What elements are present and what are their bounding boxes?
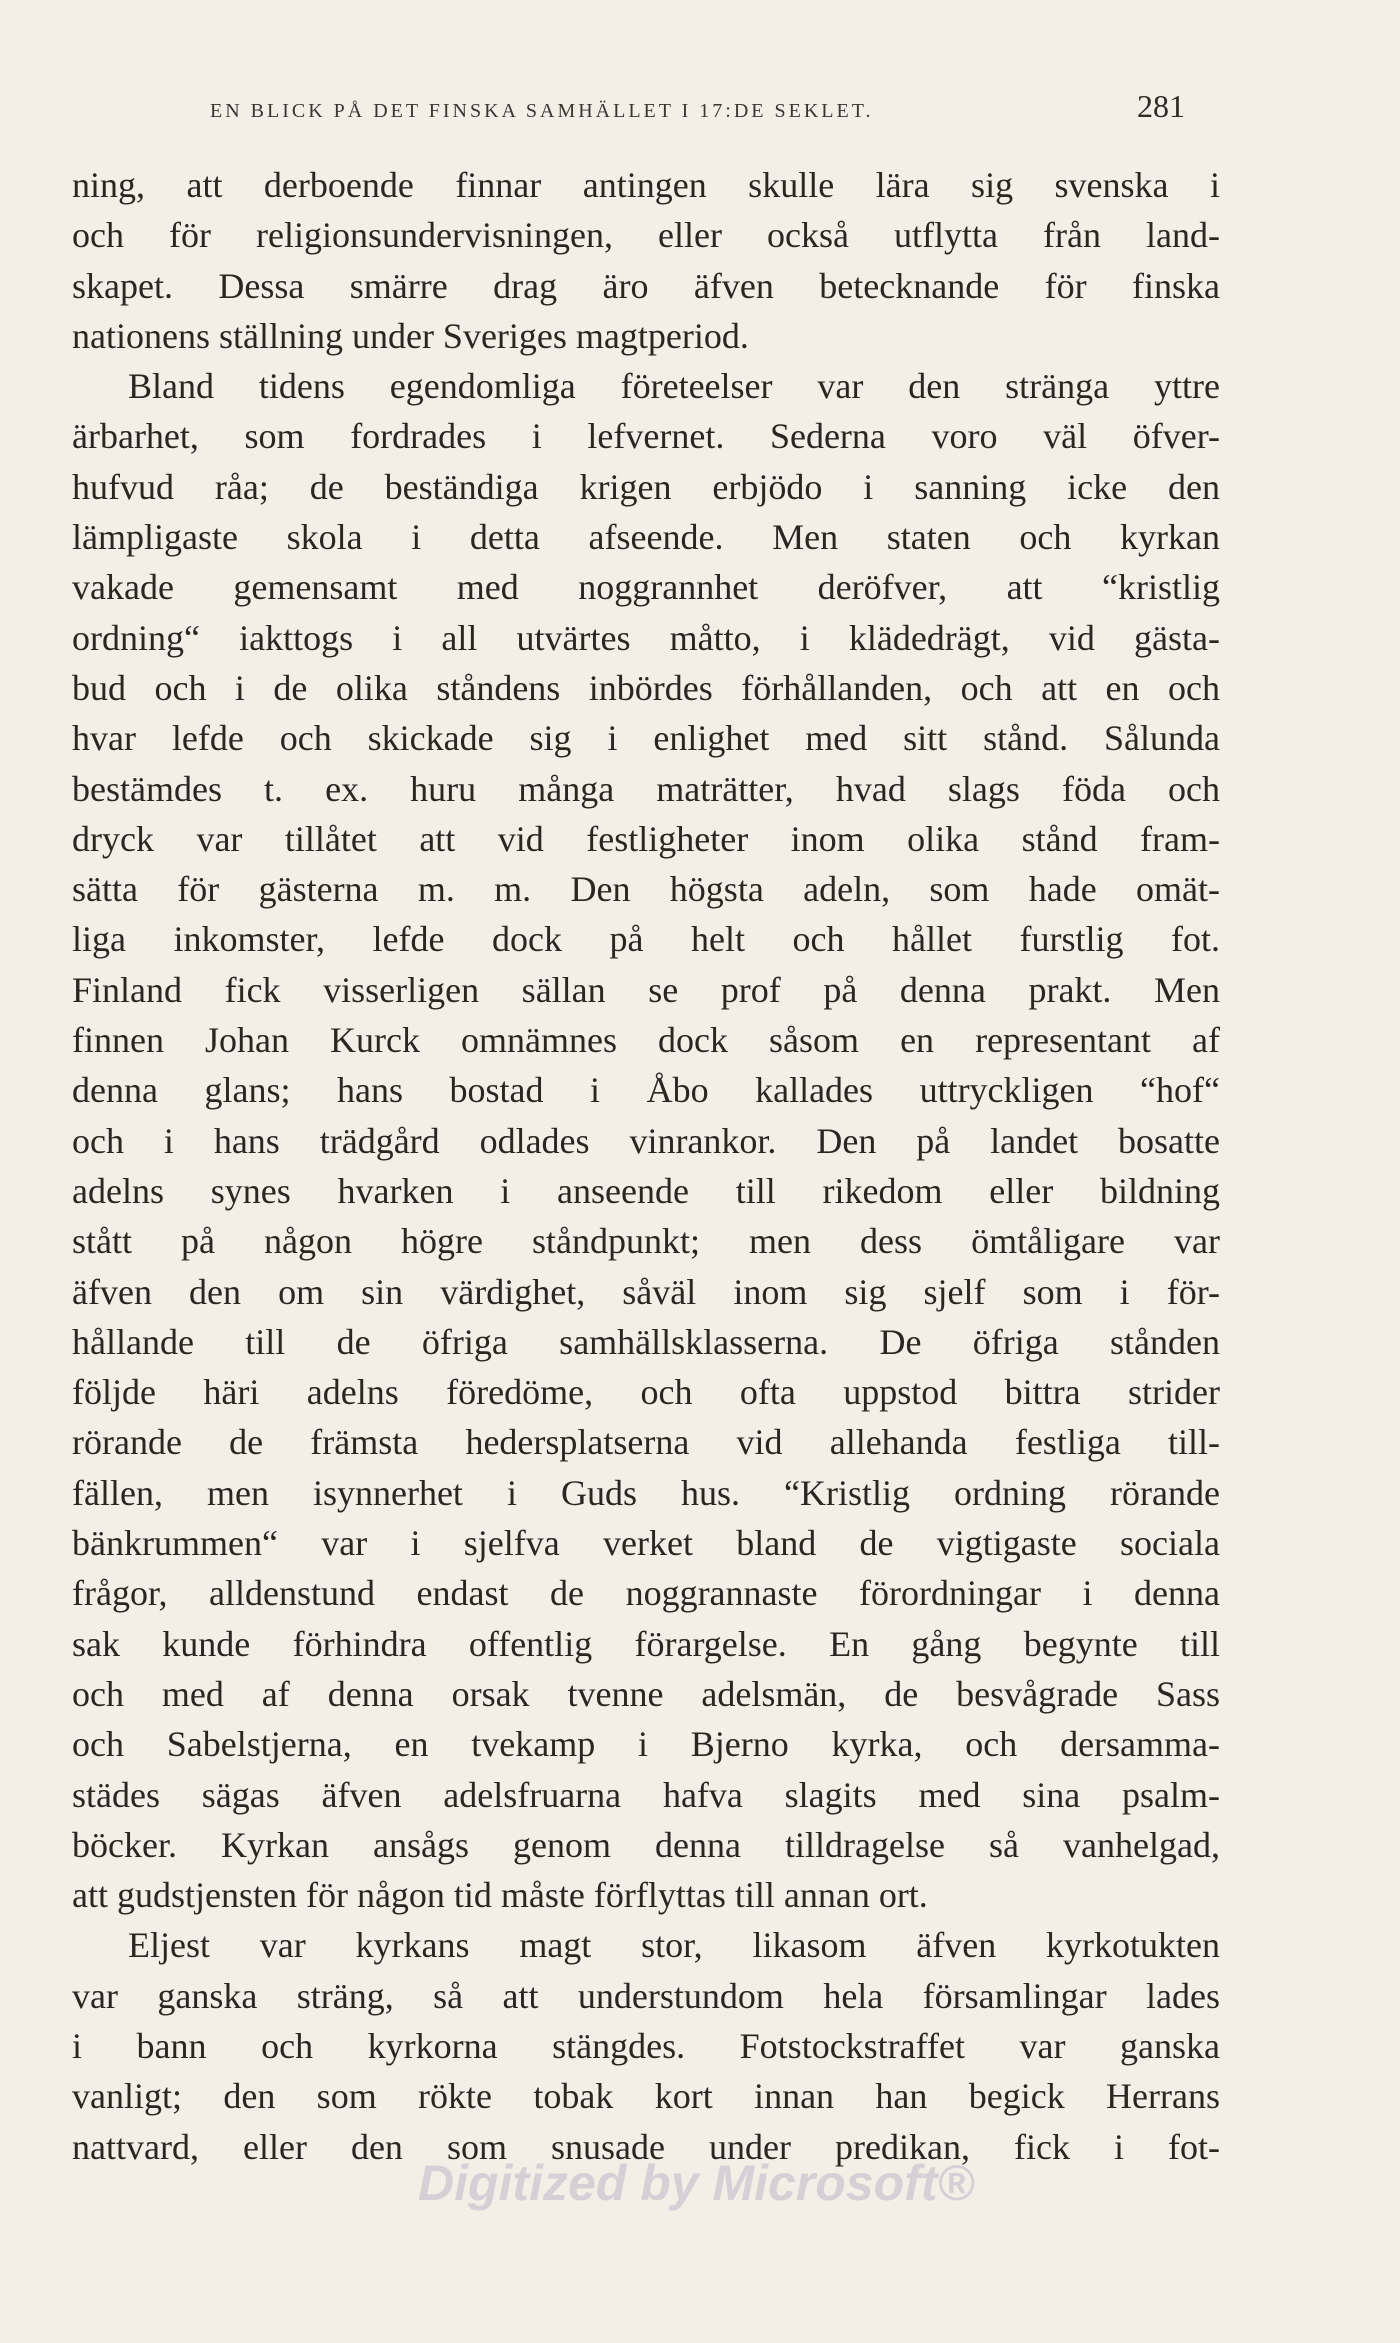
text-line: skapet. Dessa smärre drag äro äfven betecknande för finska: [72, 265, 1220, 306]
text-line: var ganska sträng, så att understundom hela församlingar lades: [72, 1975, 1220, 2016]
text-line: nattvard, eller den som snusade under predikan, fick i fot-: [72, 2126, 1220, 2167]
text-line: städes sägas äfven adelsfruarna hafva slagits med sina psalm-: [72, 1774, 1220, 1815]
text-line: hållande till de öfriga samhällsklasserna. De öfriga stånden: [72, 1321, 1220, 1362]
text-line: att gudstjensten för någon tid måste förflyttas till annan ort.: [72, 1875, 928, 1916]
running-head: [210, 88, 1185, 128]
text-line: böcker. Kyrkan ansågs genom denna tilldragelse så vanhelgad,: [72, 1824, 1220, 1865]
text-line: sak kunde förhindra offentlig förargelse. En gång begynte till: [72, 1623, 1220, 1664]
text-line: dryck var tillåtet att vid festligheter inom olika stånd fram-: [72, 818, 1220, 859]
text-line: bud och i de olika ståndens inbördes förhållanden, och att en och: [72, 667, 1220, 708]
text-line: frågor, alldenstund endast de noggrannaste förordningar i denna: [72, 1573, 1220, 1614]
text-line: lämpligaste skola i detta afseende. Men staten och kyrkan: [72, 517, 1220, 558]
text-line: Finland fick visserligen sällan se prof på denna prakt. Men: [72, 969, 1220, 1010]
text-line: denna glans; hans bostad i Åbo kallades uttryckligen “hof“: [72, 1070, 1220, 1111]
text-line: liga inkomster, lefde dock på helt och hållet furstlig fot.: [72, 919, 1220, 960]
text-line: Bland tidens egendomliga företeelser var den stränga yttre: [128, 366, 1220, 407]
text-line: ordning“ iakttogs i all utvärtes måtto, i klädedrägt, vid gästa-: [72, 617, 1220, 658]
text-line: ärbarhet, som fordrades i lefvernet. Sederna voro väl öfver-: [72, 416, 1220, 457]
text-line: nationens ställning under Sveriges magtperiod.: [72, 315, 749, 356]
text-line: och för religionsundervisningen, eller också utflytta från land-: [72, 215, 1220, 256]
text-line: finnen Johan Kurck omnämnes dock såsom en representant af: [72, 1020, 1220, 1061]
text-line: och med af denna orsak tvenne adelsmän, de besvågrade Sass: [72, 1673, 1220, 1714]
text-line: ning, att derboende finnar antingen skulle lära sig svenska i: [72, 165, 1220, 205]
text-line: hvar lefde och skickade sig i enlighet med sitt stånd. Sålunda: [72, 718, 1220, 759]
text-line: vakade gemensamt med noggrannhet deröfver, att “kristlig: [72, 567, 1220, 608]
text-line: sätta för gästerna m. m. Den högsta adeln, som hade omät-: [72, 869, 1220, 910]
text-line: och Sabelstjerna, en tvekamp i Bjerno kyrka, och dersamma-: [72, 1724, 1220, 1765]
text-line: bestämdes t. ex. huru många maträtter, hvad slags föda och: [72, 768, 1220, 809]
text-line: hufvud råa; de beständiga krigen erbjödo i sanning icke den: [72, 466, 1220, 507]
text-line: stått på någon högre ståndpunkt; men dess ömtåligare var: [72, 1221, 1220, 1262]
text-line: vanligt; den som rökte tobak kort innan han begick Herrans: [72, 2076, 1220, 2117]
digitization-watermark: Digitized by Microsoft®: [418, 2155, 975, 2211]
text-line: fällen, men isynnerhet i Guds hus. “Kristlig ordning rörande: [72, 1472, 1220, 1513]
text-line: adelns synes hvarken i anseende till rikedom eller bildning: [72, 1170, 1220, 1211]
text-line: äfven den om sin värdighet, såväl inom sig sjelf som i för-: [72, 1271, 1220, 1312]
body-text: [72, 160, 1220, 2172]
text-line: rörande de främsta hedersplatserna vid allehanda festliga till-: [72, 1422, 1220, 1463]
text-line: följde häri adelns föredöme, och ofta uppstod bittra strider: [72, 1372, 1220, 1413]
running-title: EN BLICK PÅ DET FINSKA SAMHÄLLET I 17:DE SEKLET.: [210, 100, 874, 122]
page-number: 281: [1137, 88, 1185, 124]
text-line: bänkrummen“ var i sjelfva verket bland de vigtigaste sociala: [72, 1523, 1220, 1564]
text-line: Eljest var kyrkans magt stor, likasom äfven kyrkotukten: [128, 1925, 1220, 1966]
text-line: och i hans trädgård odlades vinrankor. Den på landet bosatte: [72, 1120, 1220, 1161]
text-line: i bann och kyrkorna stängdes. Fotstockstraffet var ganska: [72, 2025, 1220, 2066]
